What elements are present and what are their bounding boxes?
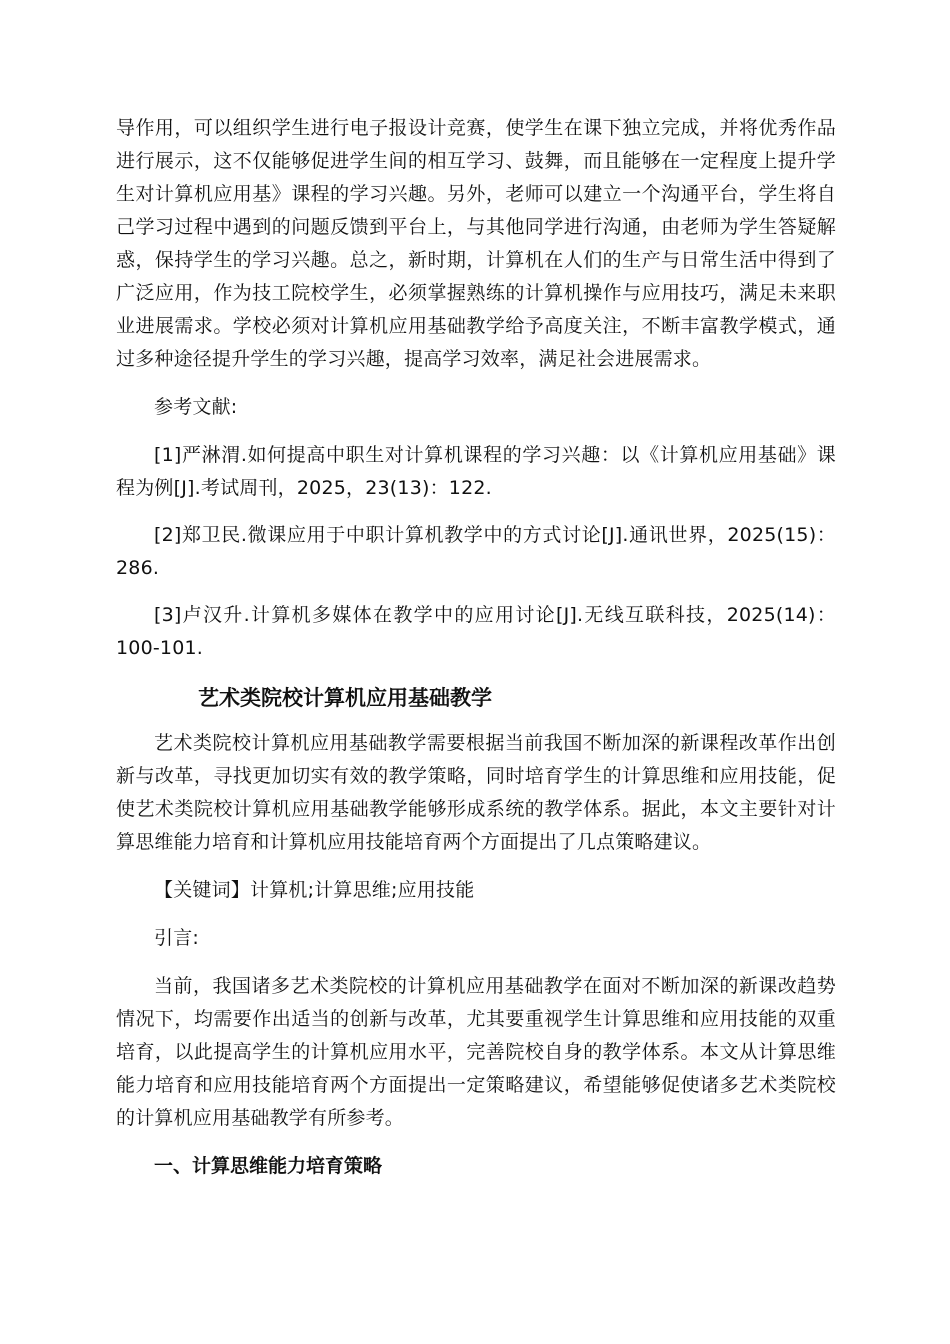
reference-item-2: [2]郑卫民.微课应用于中职计算机教学中的方式讨论[J].通讯世界，2025(15)：286. <box>116 524 836 579</box>
document-page <box>116 112 836 1183</box>
previous-article-closing-paragraph: 导作用，可以组织学生进行电子报设计竞赛，使学生在课下独立完成，并将优秀作品进行展示，这不仅能够促进学生间的相互学习、鼓舞，而且能够在一定程度上提升学生对计算机应用基》课程的学习兴趣。另外，老师可以建立一个沟通平台，学生将自己学习过程中遇到的问题反馈到平台上，与其他同学进行沟通，由老师为学生答疑解惑，保持学生的学习兴趣。总之，新时期，计算机在人们的生产与日常生活中得到了广泛应用，作为技工院校学生，必须掌握熟练的计算机操作与应用技巧，满足未来职业进展需求。学校必须对计算机应用基础教学给予高度关注，不断丰富教学模式，通过多种途径提升学生的学习兴趣，提高学习效率，满足社会进展需求。 <box>116 117 836 370</box>
section-1-heading: 一、计算思维能力培育策略 <box>154 1155 383 1177</box>
introduction-label: 引言: <box>154 927 200 949</box>
article-title: 艺术类院校计算机应用基础教学 <box>198 686 492 710</box>
introduction-paragraph: 当前，我国诸多艺术类院校的计算机应用基础教学在面对不断加深的新课改趋势情况下，均需要作出适当的创新与改革，尤其要重视学生计算思维和应用技能的双重培育，以此提高学生的计算机应用水平，完善院校自身的教学体系。本文从计算思维能力培育和应用技能培育两个方面提出一定策略建议，希望能够促使诸多艺术类院校的计算机应用基础教学有所参考。 <box>116 975 836 1129</box>
reference-item-3: [3]卢汉升.计算机多媒体在教学中的应用讨论[J].无线互联科技，2025(14)：100-101. <box>116 604 836 659</box>
article-abstract: 艺术类院校计算机应用基础教学需要根据当前我国不断加深的新课程改革作出创新与改革，寻找更加切实有效的教学策略，同时培育学生的计算思维和应用技能，促使艺术类院校计算机应用基础教学能够形成系统的教学体系。据此，本文主要针对计算思维能力培育和计算机应用技能培育两个方面提出了几点策略建议。 <box>116 732 836 853</box>
article-keywords: 【关键词】计算机;计算思维;应用技能 <box>154 879 475 901</box>
reference-item-1: [1]严淋渭.如何提高中职生对计算机课程的学习兴趣：以《计算机应用基础》课程为例[J].考试周刊，2025，23(13)：122. <box>116 444 836 499</box>
references-label: 参考文献: <box>154 396 238 418</box>
